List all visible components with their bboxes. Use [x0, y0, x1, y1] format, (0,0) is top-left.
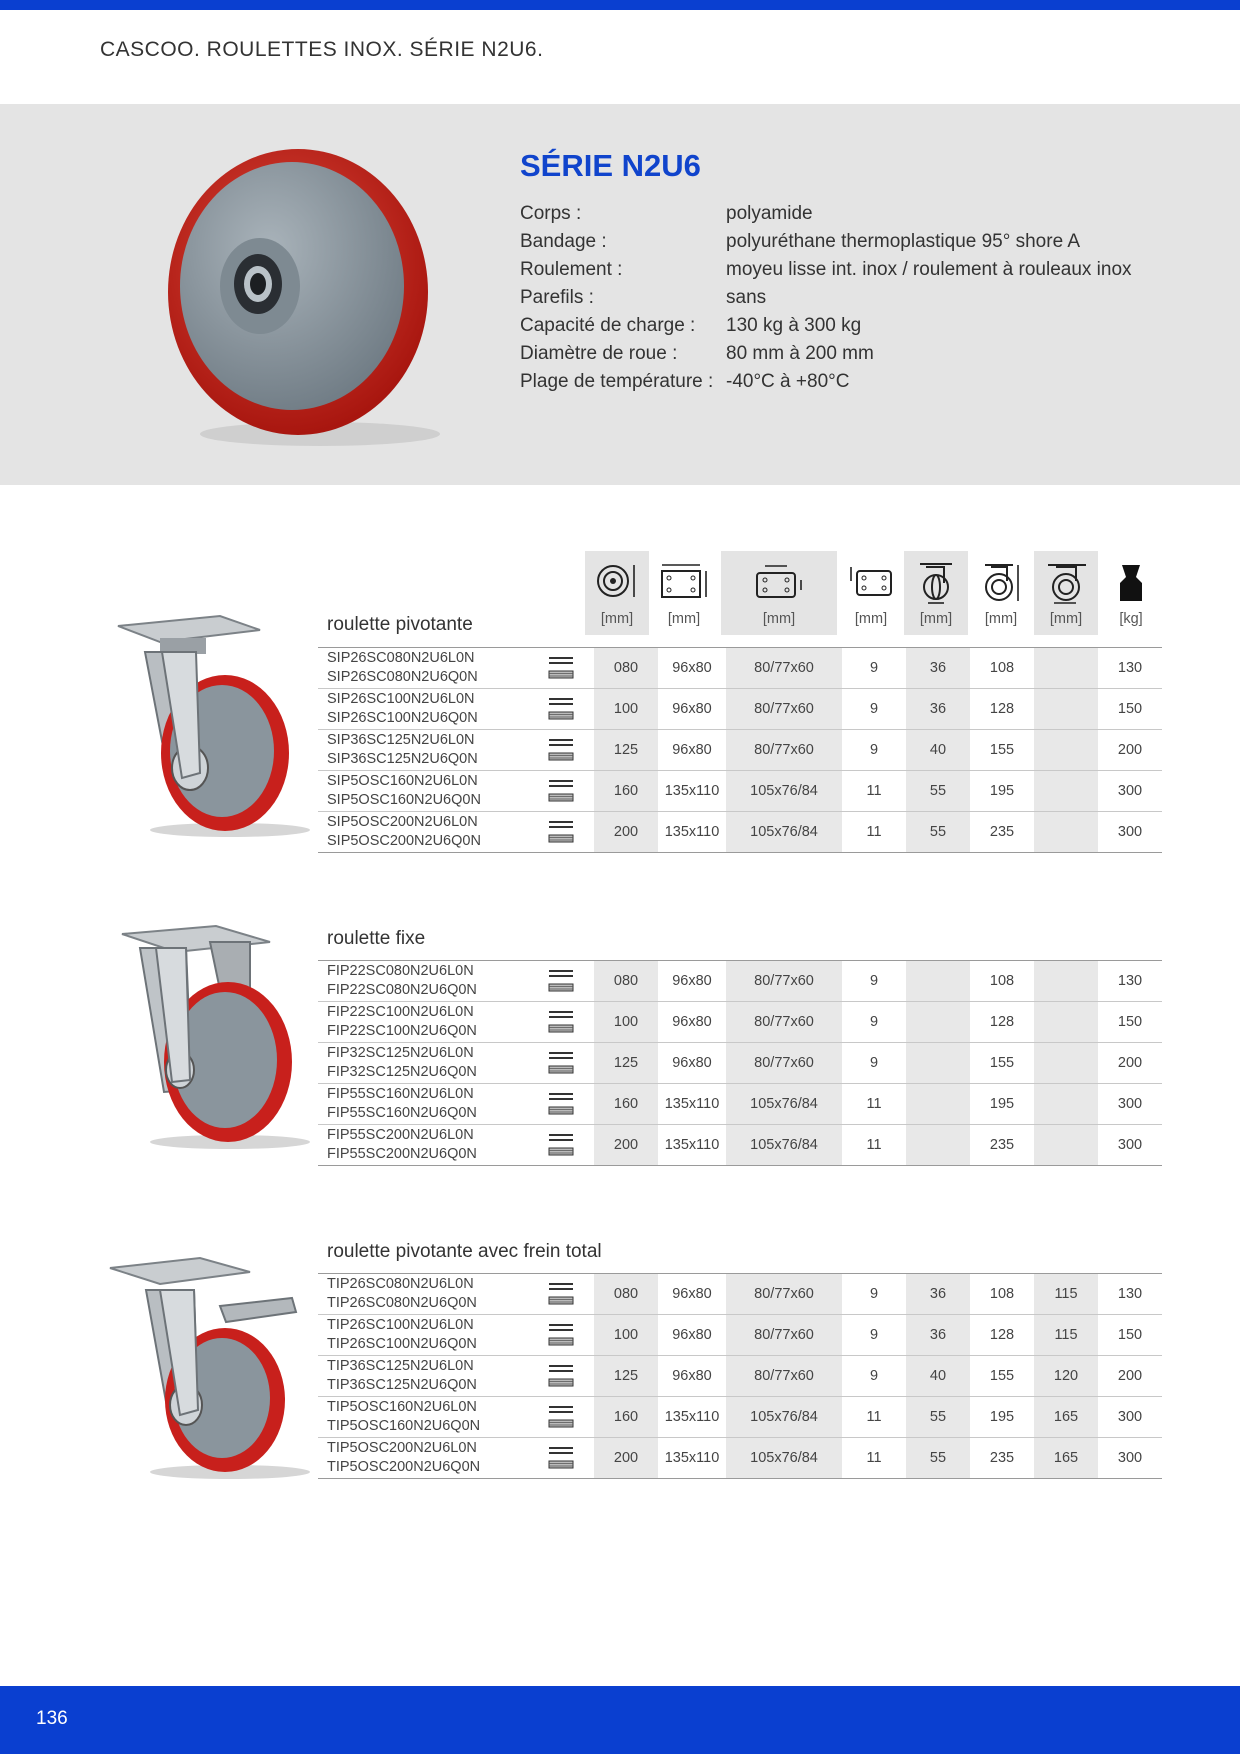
table-cell: 80/77x60 — [726, 1274, 842, 1315]
spec-value: 130 kg à 300 kg — [726, 315, 862, 336]
section-title-braked: roulette pivotante avec frein total — [327, 1241, 602, 1262]
table-cell: 11 — [842, 1438, 906, 1479]
table-cell — [906, 1125, 970, 1166]
table-row — [318, 1315, 1162, 1356]
table-cell — [1034, 1084, 1098, 1125]
article-code-roller-bearing: FIP55SC160N2U6Q0N — [327, 1105, 477, 1121]
table-cell: 96x80 — [658, 648, 726, 689]
table-cell: 200 — [1098, 1356, 1162, 1397]
table-row — [318, 771, 1162, 812]
table-cell: 40 — [906, 1356, 970, 1397]
table-cell: 96x80 — [658, 1315, 726, 1356]
bearing-type-icon — [527, 1397, 594, 1438]
article-codes — [318, 812, 527, 853]
table-cell: 36 — [906, 689, 970, 730]
article-code-plain-bearing: SIP26SC080N2U6L0N — [327, 650, 475, 666]
article-code-plain-bearing: SIP5OSC160N2U6L0N — [327, 773, 478, 789]
column-header-cell — [839, 551, 903, 635]
article-codes — [318, 1356, 527, 1397]
spec-value: moyeu lisse int. inox / roulement à rouleaux inox — [726, 259, 1132, 280]
spec-label: Diamètre de roue : — [520, 343, 678, 364]
table-cell: 080 — [594, 961, 658, 1002]
offset-icon — [1042, 561, 1090, 610]
table-cell: 165 — [1034, 1438, 1098, 1479]
article-code-plain-bearing: SIP36SC125N2U6L0N — [327, 732, 475, 748]
swivel-caster-image — [100, 608, 310, 838]
table-cell: 200 — [1098, 1043, 1162, 1084]
table-cell: 55 — [906, 771, 970, 812]
table-row — [318, 1356, 1162, 1397]
table-cell: 96x80 — [658, 961, 726, 1002]
table-cell: 135x110 — [658, 1397, 726, 1438]
table-row — [318, 1125, 1162, 1166]
table-cell: 40 — [906, 730, 970, 771]
table-cell: 100 — [594, 1315, 658, 1356]
table-cell: 300 — [1098, 1438, 1162, 1479]
table-cell: 300 — [1098, 1397, 1162, 1438]
article-code-roller-bearing: TIP26SC080N2U6Q0N — [327, 1295, 477, 1311]
series-hero — [0, 104, 1240, 485]
table-cell: 9 — [842, 1002, 906, 1043]
table-cell: 105x76/84 — [726, 1084, 842, 1125]
spec-row — [520, 312, 1132, 340]
article-code-plain-bearing: TIP5OSC160N2U6L0N — [327, 1399, 477, 1415]
braked-swivel-caster-image — [100, 1250, 310, 1480]
article-code-roller-bearing: TIP26SC100N2U6Q0N — [327, 1336, 477, 1352]
column-unit: [mm] — [984, 611, 1018, 627]
bolt-hole-diameter-icon — [847, 561, 895, 606]
table-cell: 160 — [594, 1084, 658, 1125]
article-code-roller-bearing: FIP55SC200N2U6Q0N — [327, 1146, 477, 1162]
article-code-plain-bearing: FIP22SC100N2U6L0N — [327, 1004, 474, 1020]
table-cell: 80/77x60 — [726, 648, 842, 689]
table-cell: 55 — [906, 1397, 970, 1438]
table-cell — [906, 961, 970, 1002]
table-cell: 9 — [842, 648, 906, 689]
article-codes — [318, 689, 527, 730]
table-cell: 115 — [1034, 1315, 1098, 1356]
column-header-cell — [650, 551, 718, 635]
table-cell: 80/77x60 — [726, 1043, 842, 1084]
article-code-roller-bearing: TIP36SC125N2U6Q0N — [327, 1377, 477, 1393]
table-cell: 9 — [842, 689, 906, 730]
spec-row — [520, 340, 1132, 368]
table-cell: 165 — [1034, 1397, 1098, 1438]
table-cell: 160 — [594, 771, 658, 812]
column-header-cell — [1099, 551, 1163, 635]
product-table-braked — [318, 1273, 1162, 1479]
table-cell — [1034, 812, 1098, 853]
spec-label: Parefils : — [520, 287, 594, 308]
table-cell: 195 — [970, 1084, 1034, 1125]
table-cell: 100 — [594, 689, 658, 730]
article-codes — [318, 1125, 527, 1166]
spec-value: polyamide — [726, 203, 813, 224]
spec-row — [520, 228, 1132, 256]
table-cell: 195 — [970, 771, 1034, 812]
table-cell: 55 — [906, 1438, 970, 1479]
footer-bar — [0, 1686, 1240, 1754]
table-cell: 9 — [842, 1315, 906, 1356]
table-cell: 96x80 — [658, 689, 726, 730]
section-title-swivel: roulette pivotante — [327, 614, 473, 635]
spec-value: 80 mm à 200 mm — [726, 343, 874, 364]
article-codes — [318, 730, 527, 771]
table-cell: 115 — [1034, 1274, 1098, 1315]
table-cell: 155 — [970, 1356, 1034, 1397]
article-code-roller-bearing: FIP22SC080N2U6Q0N — [327, 982, 477, 998]
bearing-type-icon — [527, 648, 594, 689]
column-unit: [mm] — [854, 611, 888, 627]
table-cell: 11 — [842, 812, 906, 853]
table-cell: 36 — [906, 1274, 970, 1315]
column-unit: [mm] — [919, 611, 953, 627]
article-code-plain-bearing: TIP5OSC200N2U6L0N — [327, 1440, 477, 1456]
table-cell: 11 — [842, 1084, 906, 1125]
running-head: CASCOO. ROULETTES INOX. SÉRIE N2U6. — [100, 38, 544, 61]
bearing-type-icon — [527, 1315, 594, 1356]
fixed-caster-image — [100, 920, 310, 1150]
table-cell: 80/77x60 — [726, 689, 842, 730]
article-code-plain-bearing: FIP32SC125N2U6L0N — [327, 1045, 474, 1061]
table-row — [318, 1274, 1162, 1315]
bearing-type-icon — [527, 1043, 594, 1084]
table-cell: 96x80 — [658, 1002, 726, 1043]
table-cell — [1034, 1002, 1098, 1043]
article-codes — [318, 1397, 527, 1438]
table-cell: 130 — [1098, 1274, 1162, 1315]
table-cell: 150 — [1098, 689, 1162, 730]
table-cell — [1034, 1043, 1098, 1084]
article-codes — [318, 1438, 527, 1479]
article-code-roller-bearing: FIP32SC125N2U6Q0N — [327, 1064, 477, 1080]
table-cell: 135x110 — [658, 812, 726, 853]
table-cell: 36 — [906, 1315, 970, 1356]
table-cell: 120 — [1034, 1356, 1098, 1397]
top-accent-bar — [0, 0, 1240, 10]
table-cell: 96x80 — [658, 1356, 726, 1397]
table-cell: 195 — [970, 1397, 1034, 1438]
table-cell — [906, 1084, 970, 1125]
section-title-fixed: roulette fixe — [327, 928, 426, 949]
table-cell: 130 — [1098, 648, 1162, 689]
bearing-type-icon — [527, 730, 594, 771]
table-cell: 235 — [970, 812, 1034, 853]
table-cell: 55 — [906, 812, 970, 853]
table-row — [318, 1002, 1162, 1043]
table-cell: 200 — [594, 1125, 658, 1166]
spec-row — [520, 200, 1132, 228]
table-row — [318, 961, 1162, 1002]
bearing-type-icon — [527, 812, 594, 853]
table-cell: 100 — [594, 1002, 658, 1043]
spec-label: Capacité de charge : — [520, 315, 696, 336]
table-cell: 300 — [1098, 1084, 1162, 1125]
weight-capacity-icon — [1116, 561, 1146, 610]
table-cell: 96x80 — [658, 1043, 726, 1084]
article-code-plain-bearing: TIP26SC100N2U6L0N — [327, 1317, 474, 1333]
bearing-type-icon — [527, 1274, 594, 1315]
spec-row — [520, 284, 1132, 312]
table-cell — [906, 1043, 970, 1084]
wheel-product-image — [160, 134, 460, 454]
table-cell — [1034, 771, 1098, 812]
table-cell: 9 — [842, 1043, 906, 1084]
article-code-roller-bearing: SIP26SC080N2U6Q0N — [327, 669, 478, 685]
article-codes — [318, 1274, 527, 1315]
article-codes — [318, 1084, 527, 1125]
table-row — [318, 648, 1162, 689]
article-codes — [318, 1043, 527, 1084]
product-table-fixed — [318, 960, 1162, 1166]
table-cell: 80/77x60 — [726, 1356, 842, 1397]
article-codes — [318, 1002, 527, 1043]
table-cell: 200 — [594, 812, 658, 853]
table-cell: 135x110 — [658, 1125, 726, 1166]
table-row — [318, 812, 1162, 853]
article-code-roller-bearing: TIP5OSC200N2U6Q0N — [327, 1459, 481, 1475]
article-code-plain-bearing: SIP5OSC200N2U6L0N — [327, 814, 478, 830]
table-cell: 235 — [970, 1125, 1034, 1166]
table-cell: 80/77x60 — [726, 1002, 842, 1043]
table-cell: 9 — [842, 961, 906, 1002]
table-cell: 130 — [1098, 961, 1162, 1002]
table-cell: 105x76/84 — [726, 771, 842, 812]
table-cell — [1034, 1125, 1098, 1166]
table-cell: 135x110 — [658, 1084, 726, 1125]
article-code-roller-bearing: SIP36SC125N2U6Q0N — [327, 751, 478, 767]
table-cell: 11 — [842, 1125, 906, 1166]
table-cell: 80/77x60 — [726, 961, 842, 1002]
article-code-plain-bearing: FIP22SC080N2U6L0N — [327, 963, 474, 979]
plate-size-icon — [658, 561, 710, 606]
table-cell: 108 — [970, 1274, 1034, 1315]
column-header-cell — [721, 551, 837, 635]
article-codes — [318, 1315, 527, 1356]
table-cell — [1034, 648, 1098, 689]
bearing-type-icon — [527, 961, 594, 1002]
table-cell: 11 — [842, 771, 906, 812]
table-cell: 105x76/84 — [726, 1397, 842, 1438]
table-cell: 125 — [594, 1356, 658, 1397]
table-cell: 200 — [1098, 730, 1162, 771]
table-cell: 105x76/84 — [726, 812, 842, 853]
table-row — [318, 1043, 1162, 1084]
table-row — [318, 1397, 1162, 1438]
column-header-cell — [1034, 551, 1098, 635]
table-row — [318, 1438, 1162, 1479]
column-header-cell — [585, 551, 649, 635]
table-cell: 128 — [970, 689, 1034, 730]
table-cell: 125 — [594, 730, 658, 771]
column-unit: [mm] — [600, 611, 634, 627]
table-cell: 108 — [970, 961, 1034, 1002]
spec-label: Corps : — [520, 203, 582, 224]
table-cell: 96x80 — [658, 730, 726, 771]
column-header-cell — [904, 551, 968, 635]
table-cell: 11 — [842, 1397, 906, 1438]
table-cell: 080 — [594, 1274, 658, 1315]
table-cell: 300 — [1098, 1125, 1162, 1166]
table-cell: 235 — [970, 1438, 1034, 1479]
table-cell: 9 — [842, 1274, 906, 1315]
spec-row — [520, 368, 1132, 396]
wheel-width-icon — [914, 561, 958, 610]
table-cell — [1034, 961, 1098, 1002]
column-header-cell — [969, 551, 1033, 635]
article-code-roller-bearing: FIP22SC100N2U6Q0N — [327, 1023, 477, 1039]
table-cell — [906, 1002, 970, 1043]
article-code-plain-bearing: TIP26SC080N2U6L0N — [327, 1276, 474, 1292]
table-cell: 155 — [970, 1043, 1034, 1084]
spec-label: Roulement : — [520, 259, 623, 280]
article-code-roller-bearing: SIP5OSC160N2U6Q0N — [327, 792, 481, 808]
table-cell: 96x80 — [658, 1274, 726, 1315]
table-row — [318, 1084, 1162, 1125]
table-cell — [1034, 689, 1098, 730]
table-cell: 155 — [970, 730, 1034, 771]
table-cell: 80/77x60 — [726, 1315, 842, 1356]
article-code-plain-bearing: FIP55SC160N2U6L0N — [327, 1086, 474, 1102]
table-row — [318, 730, 1162, 771]
page-number: 136 — [36, 1708, 68, 1729]
table-cell: 9 — [842, 730, 906, 771]
product-table-swivel — [318, 647, 1162, 853]
spec-list — [520, 200, 1132, 396]
table-cell: 108 — [970, 648, 1034, 689]
table-cell: 105x76/84 — [726, 1438, 842, 1479]
article-codes — [318, 771, 527, 812]
table-cell: 36 — [906, 648, 970, 689]
bearing-type-icon — [527, 771, 594, 812]
spec-row — [520, 256, 1132, 284]
table-cell: 080 — [594, 648, 658, 689]
bearing-type-icon — [527, 1438, 594, 1479]
table-cell: 80/77x60 — [726, 730, 842, 771]
article-code-roller-bearing: SIP5OSC200N2U6Q0N — [327, 833, 481, 849]
wheel-diameter-icon — [595, 561, 639, 606]
spec-label: Bandage : — [520, 231, 607, 252]
article-codes — [318, 648, 527, 689]
total-height-icon — [979, 561, 1023, 610]
spec-value: -40°C à +80°C — [726, 371, 850, 392]
column-unit: [mm] — [1049, 611, 1083, 627]
table-cell: 135x110 — [658, 771, 726, 812]
table-cell: 9 — [842, 1356, 906, 1397]
table-cell: 128 — [970, 1002, 1034, 1043]
spec-value: sans — [726, 287, 767, 308]
table-cell: 128 — [970, 1315, 1034, 1356]
bolt-hole-spacing-icon — [751, 561, 807, 606]
table-cell: 150 — [1098, 1002, 1162, 1043]
bearing-type-icon — [527, 1002, 594, 1043]
bearing-type-icon — [527, 1356, 594, 1397]
spec-value: polyuréthane thermoplastique 95° shore A — [726, 231, 1081, 252]
article-code-roller-bearing: TIP5OSC160N2U6Q0N — [327, 1418, 481, 1434]
column-unit: [kg] — [1119, 611, 1143, 627]
table-cell: 105x76/84 — [726, 1125, 842, 1166]
bearing-type-icon — [527, 689, 594, 730]
column-unit: [mm] — [762, 611, 796, 627]
series-title: SÉRIE N2U6 — [520, 148, 701, 183]
article-code-plain-bearing: TIP36SC125N2U6L0N — [327, 1358, 474, 1374]
table-row — [318, 689, 1162, 730]
table-cell: 125 — [594, 1043, 658, 1084]
table-cell: 300 — [1098, 812, 1162, 853]
table-cell: 150 — [1098, 1315, 1162, 1356]
bearing-type-icon — [527, 1125, 594, 1166]
spec-label: Plage de température : — [520, 371, 714, 392]
table-cell: 200 — [594, 1438, 658, 1479]
table-cell: 300 — [1098, 771, 1162, 812]
table-cell — [1034, 730, 1098, 771]
column-unit: [mm] — [667, 611, 701, 627]
table-cell: 135x110 — [658, 1438, 726, 1479]
article-code-plain-bearing: FIP55SC200N2U6L0N — [327, 1127, 474, 1143]
article-code-plain-bearing: SIP26SC100N2U6L0N — [327, 691, 475, 707]
article-codes — [318, 961, 527, 1002]
bearing-type-icon — [527, 1084, 594, 1125]
table-cell: 160 — [594, 1397, 658, 1438]
article-code-roller-bearing: SIP26SC100N2U6Q0N — [327, 710, 478, 726]
